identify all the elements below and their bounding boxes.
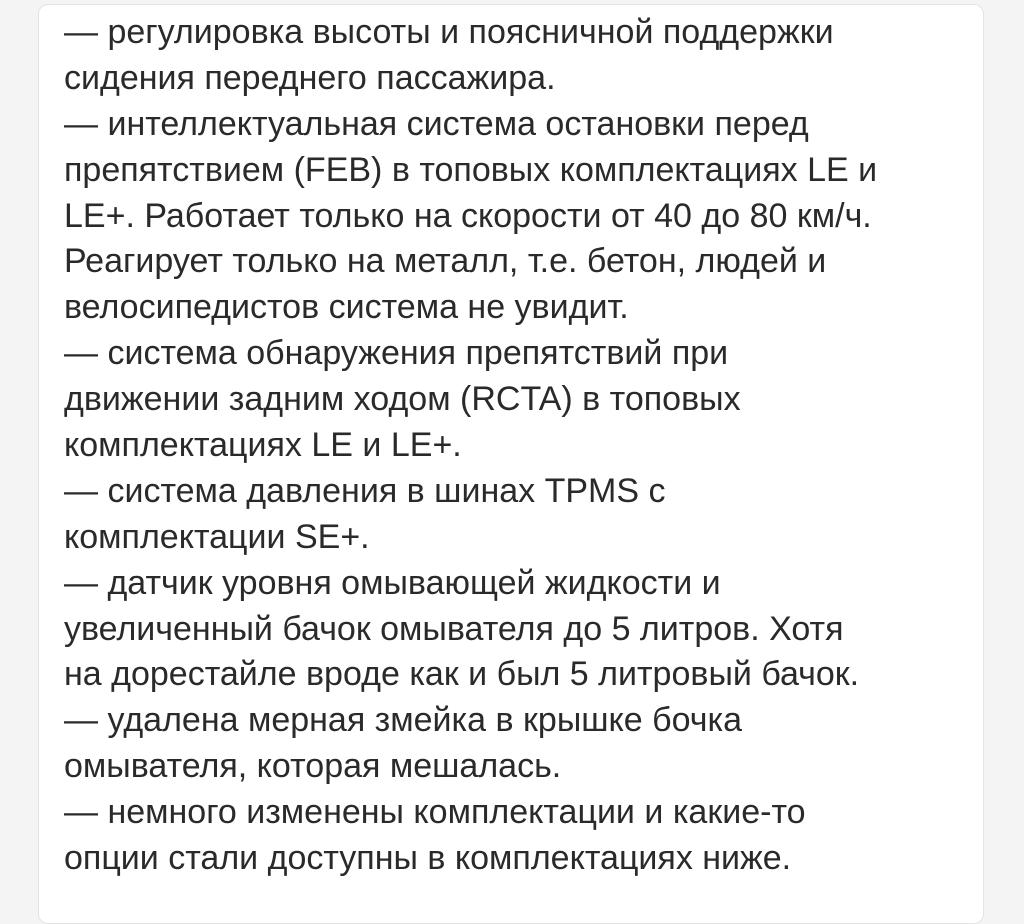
text-line: омывателя, которая мешалась. bbox=[64, 747, 562, 786]
text-line: — удалена мерная змейка в крышке бочка bbox=[64, 701, 743, 740]
text-line: препятствием (FEB) в топовых комплектациях LE и bbox=[64, 150, 878, 189]
text-line: комплектации SE+. bbox=[64, 517, 370, 556]
article-text bbox=[64, 10, 984, 882]
text-line: — интеллектуальная система остановки перед bbox=[64, 104, 809, 143]
text-line: — система обнаружения препятствий при bbox=[64, 334, 729, 373]
text-line: — немного изменены комплектации и какие-то bbox=[64, 793, 806, 832]
text-line: сидения переднего пассажира. bbox=[64, 58, 556, 97]
text-line: — система давления в шинах TPMS с bbox=[64, 471, 666, 510]
text-line: комплектациях LE и LE+. bbox=[64, 426, 462, 465]
text-line: на дорестайле вроде как и был 5 литровый бачок. bbox=[64, 655, 860, 694]
text-line: велосипедистов система не увидит. bbox=[64, 288, 629, 327]
text-line: LE+. Работает только на скорости от 40 до 80 км/ч. bbox=[64, 196, 872, 235]
text-card bbox=[38, 4, 984, 924]
text-line: — датчик уровня омывающей жидкости и bbox=[64, 563, 721, 602]
text-line: — регулировка высоты и поясничной поддержки bbox=[64, 13, 834, 51]
text-line: опции стали доступны в комплектациях ниже. bbox=[64, 839, 792, 878]
text-line: увеличенный бачок омывателя до 5 литров. Хотя bbox=[64, 609, 844, 648]
text-line: Реагирует только на металл, т.е. бетон, людей и bbox=[64, 242, 827, 281]
text-line: движении задним ходом (RCTA) в топовых bbox=[64, 380, 741, 419]
